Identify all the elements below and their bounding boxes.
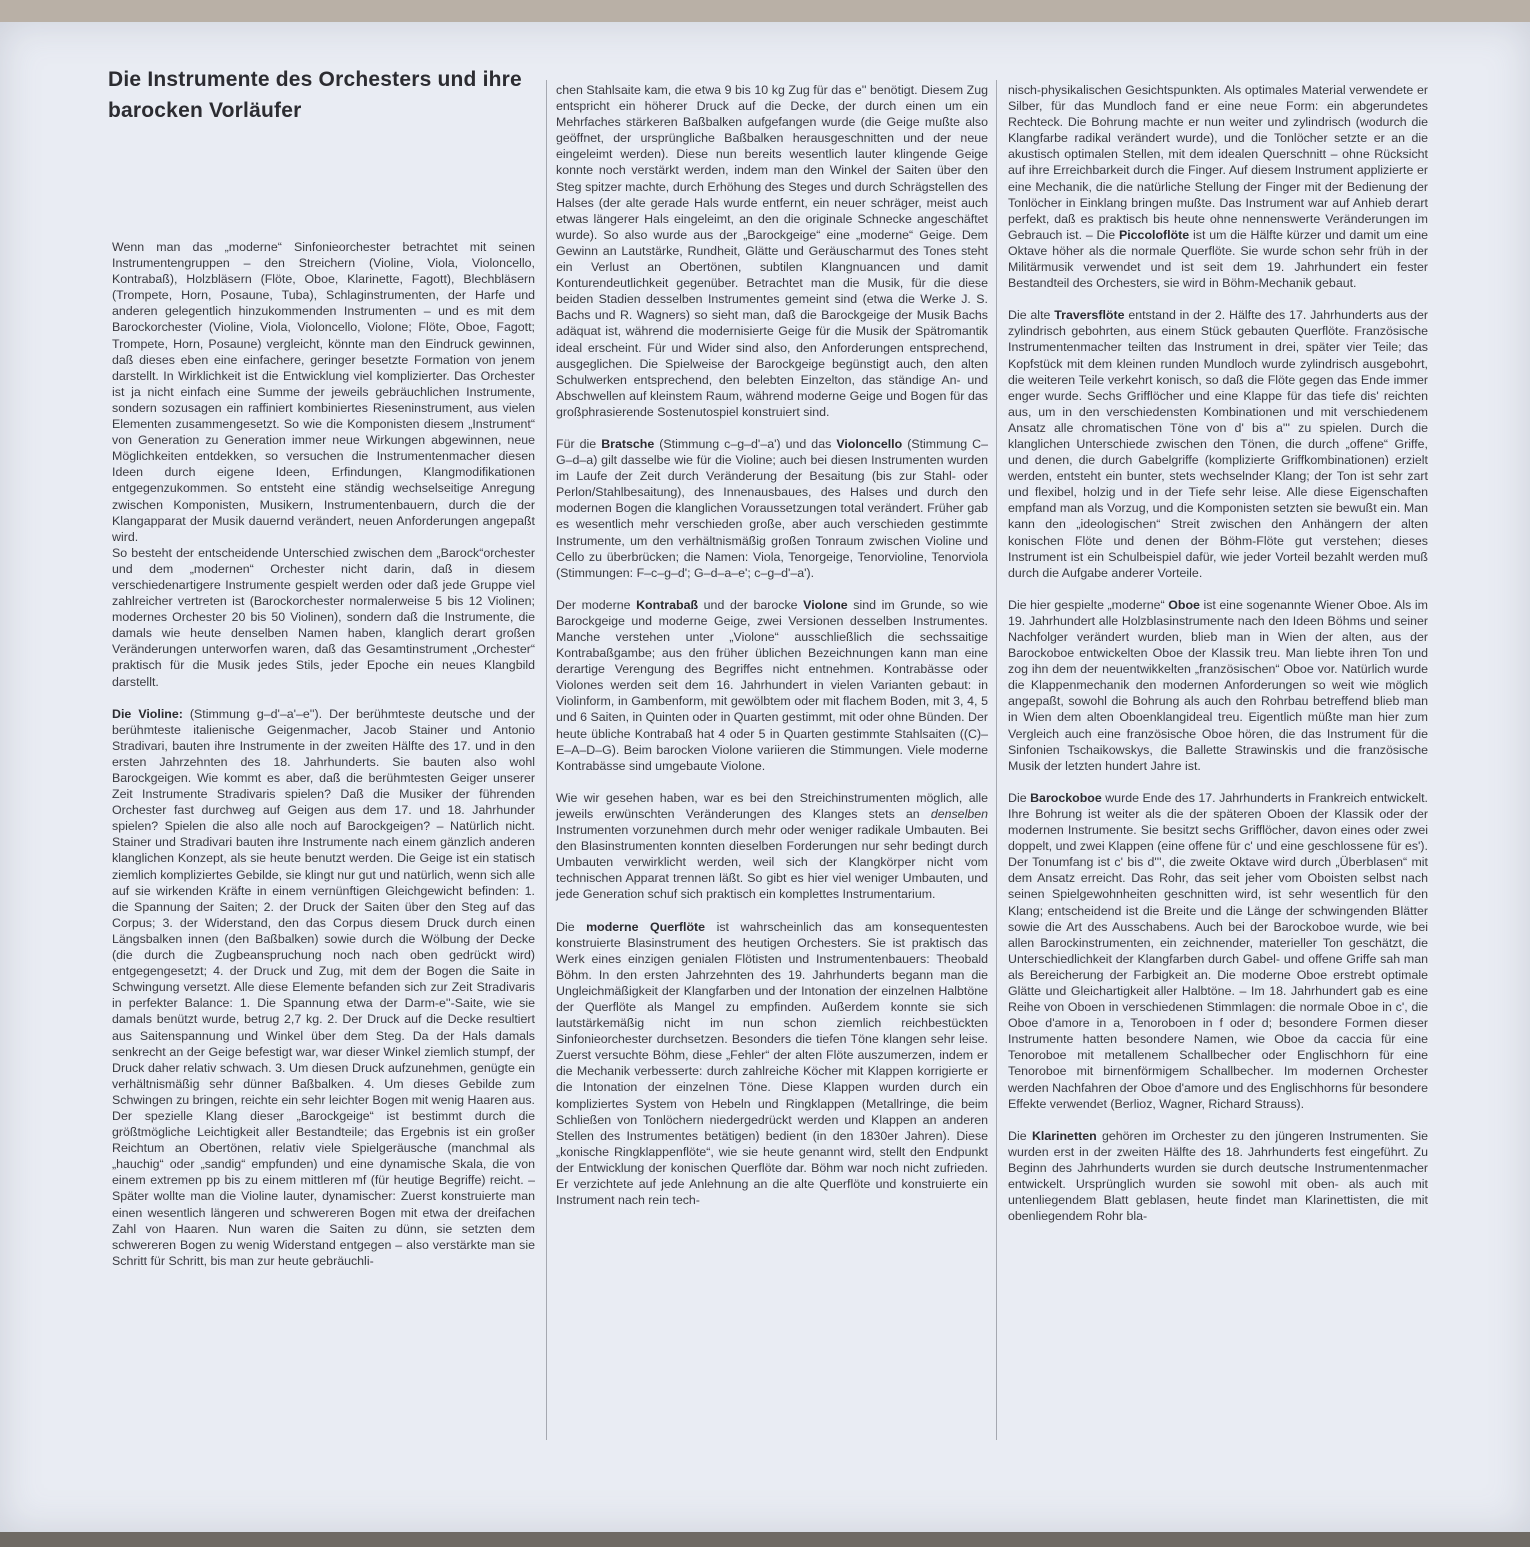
text-run: Für die — [556, 436, 602, 451]
photo-background-bottom — [0, 1532, 1530, 1547]
text-run: Die hier gespielte „moderne“ — [1008, 597, 1169, 612]
term-barockoboe: Barockoboe — [1030, 790, 1102, 805]
paragraph-boehm-floete — [1008, 82, 1428, 291]
term-traversfloete: Traversflöte — [1054, 308, 1125, 323]
text-column-1 — [112, 239, 535, 1269]
text-column-3 — [1008, 82, 1428, 1224]
text-run: Die alte — [1008, 308, 1055, 323]
paragraph-klarinetten — [1008, 1128, 1428, 1225]
term-violone: Violone — [803, 597, 848, 612]
text-run: Wie wir gesehen haben, war es bei den Streichinstrumenten möglich, alle jeweils erwünschten Veränderungen des Klanges stets an — [556, 790, 988, 821]
text-run: (Stimmung C–G–d–a) gilt dasselbe wie für die Violine; auch bei diesen Instrumenten wurden im Laufe der Zeit durch Veränderung der Besaitung (bis zur Stahl- oder Perlon/Stahlbesaitung), des Innenausbaues, des Halses und durch den modernen Bogen die klanglichen Voraussetzungen total verändert. Früher gab es wesentlich mehr verschieden große, aber auch verschieden gestimmte Instrumente, um den verhältnismäßig großen Tonraum zwischen Violine und Cello zu überbrücken; die Namen: Viola, Tenorgeige, Tenorvioline, Tenorviola (Stimmungen: F–c–g–d'; G–d–a–e'; c–g–d'–a'). — [556, 436, 988, 580]
term-moderne-querfloete: moderne Querflöte — [586, 919, 706, 934]
text-run: ist wahrscheinlich das am konsequentesten konstruierte Blasinstrument des heutigen Orchesters. Sie ist praktisch das Werk eines einzigen genialen Flötisten und Instrumentenbauers: Theobald Böhm. In den ersten Jahrzehnten des 19. Jahrhunderts begann man die Ungleichmäßigkeit der Klangfarben und der Intonation der einzelnen Halbtöne der Querflöte als Mangel zu empfinden. Außerdem konnte sie sich lautstärkemäßig nicht im nun schon ziemlich reichbestückten Sinfonieorchester durchsetzen. Besonders die tiefen Töne klangen sehr leise. Zuerst versuchte Böhm, diese „Fehler“ der alten Flöte auszumerzen, indem er die Mechanik verbesserte: durch zahlreiche Köcher mit Klappen korrigierte er die Intonation der einzelnen Töne. Diese Klappen wurden durch ein kompliziertes System von Hebeln und Ringklappen (Metallringe, die beim Schließen von Tonlöchern niedergedrückt werden und Klappen an anderen Stellen des Instrumentes betätigen) bedient (in den 1830er Jahren). Diese „konische Ringklappenflöte“, wie sie heute genannt wird, stellt den Endpunkt der Entwicklung der konischen Querflöte dar. Böhm war noch nicht zufrieden. Er verzichtete auf jede Anlehnung an die alte Querflöte und konstruierte ein Instrument nach rein tech- — [556, 919, 988, 1208]
text-run: ist um die Hälfte kürzer und damit um eine Oktave höher als die normale Querflöte. Sie wurde schon sehr früh in der Militärmusik verwendet und ist seit dem 19. Jahrhundert ein fester Bestandteil des Orchesters, sie wird in Böhm-Mechanik gebaut. — [1008, 227, 1428, 291]
paragraph-bratsche — [556, 436, 988, 581]
paragraph-kontrabass — [556, 597, 988, 774]
text-run: (Stimmung c–g–d'–a') und das — [654, 436, 837, 451]
text-run: ist eine sogenannte Wiener Oboe. Als im 19. Jahrhundert alle Holzblasinstrumente nach den Ideen Böhms und seiner Nachfolger verändert wurden, blieb man in Wien der alten, aus der Barockoboe entwickelten Oboe der Klassik treu. Man liebte ihren Ton und zog ihn dem der neuentwikkelten „französischen“ Oboe vor. Natürlich wurde die Klappenmechanik den modernen Anforderungen so weit wie möglich angepaßt, sowohl die Bohrung als auch den Rohrbau betreffend blieb man in Wien dem alten Oboenklangideal treu. Eigentlich müßte man hier zum Vergleich auch eine französische Oboe hören, die das Instrument für die Sinfonien Tschaikowskys, die Ballette Strawinskis und die französische Musik der letzten hundert Jahre ist. — [1008, 597, 1428, 773]
text-run: entstand in der 2. Hälfte des 17. Jahrhunderts aus der zylindrisch gebohrten, aus einem Stück gebauten Querflöte. Französische Instrumentenmacher teilten das Instrument in drei, später vier Teile; das Kopfstück mit dem kleinen runden Mundloch wurde zylindrisch ausgebohrt, die weiteren Teile verkehrt konisch, so daß die Flöte gegen das Ende immer enger wurde. Sechs Grifflöcher und eine Klappe für das tiefe dis' reichten aus, um in den verschiedensten Kombinationen und mit verschiedenem Ansatz alle chromatischen Töne von d' bis a''' zu spielen. Durch die klanglichen Unterschiede zwischen den Tönen, die durch „offene“ Griffe, und denen, die durch Gabelgriffe (komplizierte Griffkombinationen) erzielt werden, entsteht ein bunter, stets wechselnder Klang; der Ton ist sehr zart und flexibel, holzig und in der Tiefe sehr leise. Alle diese Eigenschaften empfand man als Vorzug, und die Komponisten setzten sie bewußt ein. Man kann den „ideologischen“ Streit zwischen den Anhängern der alten konischen Flöte und denen der Böhm-Flöte gut verstehen; dieses Instrument ist ein Schulbeispiel dafür, wie jeder Vorteil bezahlt werden muß durch die Aufgabe anderer Vorteile. — [1008, 308, 1428, 580]
text-run: nisch-physikalischen Gesichtspunkten. Als optimales Material verwendete er Silber, für das Mundloch fand er eine neue Form: ein abgerundetes Rechteck. Die Bohrung machte er nun weiter und zylindrisch (wodurch die Klangfarbe radikal verändert wurde), und die Tonlöcher setzte er an die akustisch optimalen Stellen, mit dem idealen Querschnitt – ohne Rücksicht auf ihre Erreichbarkeit durch die Finger. Auf diesem Instrument applizierte er eine Mechanik, die die natürliche Stellung der Finger mit der Bedienung der Tonlöcher in Einklang bringen mußte. Das Instrument war auf Anhieb derart perfekt, daß es praktisch bis heute ohne nennenswerte Veränderungen im Gebrauch ist. – Die — [1008, 83, 1428, 242]
text-run: Die — [1008, 790, 1031, 805]
photo-background-top — [0, 0, 1530, 22]
paragraph-intro: Wenn man das „moderne“ Sinfonieorchester betrachtet mit seinen Instrumentengruppen – den Streichern (Violine, Viola, Violoncello, Kontrabaß), Holzbläsern (Flöte, Oboe, Klarinette, Fagott), Blechbläsern (Trompete, Horn, Posaune, Tuba), Schlaginstrumenten, der Harfe und anderen gelegentlich hinzukommenden Instrumenten – und es mit dem Barockorchester (Violine, Viola, Violoncello, Violone; Flöte, Oboe, Fagott; Trompete, Horn, Posaune) vergleicht, könnte man den Eindruck gewinnen, daß dieses eben eine einfachere, geringer besetzte Formation von jenem darstellt. In Wirklichkeit ist die Entwicklung viel komplizierter. Das Orchester ist ja nicht einfach eine Summe der jeweils gebräuchlichen Instrumente, sondern sozusagen ein raffiniert kombiniertes Rieseninstrument, aus vielen Elementen zusammengesetzt. So wie die Komponisten diesem „Instrument“ von Generation zu Generation immer neue Wirkungen abgewinnen, neue Möglichkeiten entdekken, so versuchen die Instrumentenmacher diesen Ideen durch eigene Ideen, Erfindungen, Klangmodifikationen entgegenzukommen. So entsteht eine ständig wechselseitige Anregung zwischen Komponisten, Musikern, Instrumentenbauern, durch die der Klangapparat der Musik dauernd verändert, neuen Anforderungen angepaßt wird. — [112, 240, 535, 544]
term-violoncello: Violoncello — [836, 436, 903, 451]
text-run: Instrumenten vorzunehmen durch mehr oder weniger radikale Umbauten. Bei den Blasinstrumenten konnten dieselben Forderungen nur sehr bedingt durch Umbauten verwirklicht werden, weil sich der Klangkörper nicht vom technischen Apparat trennen läßt. So gibt es hier viel weniger Umbauten, und jede Generation schuf sich praktisch ein komplettes Instrumentarium. — [556, 823, 988, 902]
text-run: Die — [556, 919, 587, 934]
paragraph-oboe — [1008, 597, 1428, 774]
text-run: Der moderne — [556, 597, 637, 612]
paragraph-stahlsaite: chen Stahlsaite kam, die etwa 9 bis 10 kg Zug für das e'' benötigt. Diesem Zug entspricht ein höherer Druck auf die Decke, der durch einen um ein Mehrfaches stärkeren Baßbalken aufgefangen wurde (die Geige mußte also geöffnet, der ursprüngliche Baßbalken herausgeschnitten und der neue eingeleimt werden). Diese nun bereits wesentlich lauter klingende Geige konnte noch verstärkt werden, indem man den Winkel der Saiten über den Steg spitzer machte, durch Erhöhung des Steges und durch Schrägstellen des Halses (der alte gerade Hals wurde entfernt, ein neuer schräger, meist auch etwas längerer Hals eingeleimt, an den die originale Schnecke angeschäftet wurde). So also wurde aus der „Barockgeige“ eine „moderne“ Geige. Dem Gewinn an Lautstärke, Rundheit, Glätte und Geräuscharmut des Tones steht ein Verlust an Obertönen, subtilen Klangnuancen und damit Konturendeutlichkeit gegenüber. Betrachtet man die Musik, für die diese beiden Stadien desselben Instrumentes gemeint sind (etwa die Werke J. S. Bachs und R. Wagners) so sieht man, daß die Barockgeige der Musik Bachs adäquat ist, während die modernisierte Geige für die Musik der Spätromantik ideal erscheint. Für und Wider sind also, den Anforderungen entsprechend, ausgeglichen. Die Spielweise der Barockgeige begünstigt auch, den alten Schulwerken entsprechend, den belebten Einzelton, das ständige An- und Abschwellen auf kleinstem Raum, während moderne Geige und Bogen für das großphrasierende Sostenutospiel konstruiert sind. — [556, 83, 988, 419]
term-bratsche: Bratsche — [601, 436, 655, 451]
heading-violine: Die Violine: — [112, 706, 183, 721]
text-run: Die — [1008, 1128, 1032, 1143]
term-oboe: Oboe — [1168, 597, 1200, 612]
column-divider-2 — [996, 80, 997, 1440]
text-run: sind im Grunde, so wie Barockgeige und moderne Geige, zwei Versionen desselben Instrumentes. Manche verstehen unter „Violone“ ausschließlich die sechssaitige Kontrabaßgambe; aus den früher üblichen Bezeichnungen kann man eine derartige Verengung des Begriffes nicht entnehmen. Kontrabässe oder Violones werden seit dem 16. Jahrhundert in vielen Varianten gebaut: in Violinform, in Gambenform, mit gewölbtem oder mit flachem Boden, mit 3, 4, 5 und 6 Saiten, in Quinten oder in Quarten gestimmt, mit oder ohne Bünden. Der heute übliche Kontrabaß hat 4 oder 5 in Quarten gestimmte Stahlsaiten ((C)–E–A–D–G). Beim barocken Violone variieren die Stimmungen. Viele moderne Kontrabässe sind umgebaute Violone. — [556, 597, 989, 773]
text-column-2 — [556, 82, 988, 1208]
page-title: Die Instrumente des Orchesters und ihre barocken Vorläufer — [108, 68, 522, 122]
column-divider-1 — [546, 80, 547, 1440]
text-run: gehören im Orchester zu den jüngeren Instrumenten. Sie wurden erst in der zweiten Hälfte des 18. Jahrhunderts fest eingeführt. Zu Beginn des Jahrhunderts wurden sie durch deutsche Instrumentenmacher entwickelt. Ursprünglich wurden sie sowohl mit oben- als auch mit untenliegendem Blatt geblasen, heute findet man Klarinettisten, die mit obenliegendem Rohr bla- — [1008, 1128, 1428, 1224]
violine-text: (Stimmung g–d'–a'–e''). Der berühmteste deutsche und der berühmteste italienische Geigenmacher, Jacob Stainer und Antonio Stradivari, bauten ihre Instrumente in der zweiten Hälfte des 17. und in den ersten Jahrzehnten des 18. Jahrhunderts. Sie bauten also wohl Barockgeigen. Wie kommt es aber, daß die berühmtesten Geiger unserer Zeit Instrumente Stradivaris spielen? Daß die Musiker der führenden Orchester fast durchweg auf Geigen aus dem 17. und 18. Jahrhunder spielen? Spielen die also alle noch auf Barockgeigen? – Natürlich nicht. Stainer und Stradivari bauten ihre Instrumente nach einem gänzlich anderen klanglichen Konzept, als sie heute benutzt werden. Die Geige ist ein statisch ziemlich kompliziertes Gebilde, sie klingt nur gut und natürlich, wenn sich alle auf sie wirkenden Kräfte in einem vernünftigen Gleichgewicht befinden: 1. die Spannung der Saiten; 2. der Druck der Saiten über den Steg auf das Corpus; 3. der Widerstand, den das Corpus diesem Druck durch einen Längsbalken innen (den Baßbalken) sowie durch die Wölbung der Decke (die durch die Zugbeanspruchung noch nach oben gedrückt wird) entgegengesetzt; 4. der Druck und Zug, mit dem der Bogen die Saite in Schwingung versetzt. Alle diese Elemente befanden sich zur Zeit Stradivaris in perfekter Balance: 1. Die Spannung etwa der Darm-e''-Saite, wie sie damals benützt wurde, betrug 2,7 kg. 2. Der Druck auf die Decke resultiert aus Saitenspannung und Winkel über dem Steg. Da der Hals damals senkrecht an der Geige befestigt war, war dieser Winkel ziemlich stumpf, der Druck daher relativ schwach. 3. Um diesen Druck aufzunehmen, genügte ein verhältnismäßig sehr dünner Baßbalken. 4. Um dieses Gebilde zum Schwingen zu bringen, reichte ein sehr leichter Bogen mit wenig Haaren aus. Der spezielle Klang dieser „Barockgeige“ ist bestimmt durch die größtmögliche Leichtigkeit aller Bestandteile; das Ergebnis ist ein großer Reichtum an Obertönen, relativ viele Spielgeräusche (manchmal als „hauchig“ oder „sandig“ empfunden) und eine dynamische Skala, die von einem extremen pp bis zu einem mittleren mf (für heutige Begriffe) reicht. – Später wollte man die Violine lauter, dynamischer: Zuerst konstruierte man einen wesentlich längeren und schwereren Bogen mit etwa der dreifachen Zahl von Haaren. Nun waren die Saiten zu dünn, sie setzten dem schwereren Bogen zu wenig Widerstand entgegen – also verstärkte man sie Schritt für Schritt, bis man zur heute gebräuchli- — [112, 706, 535, 1268]
emphasis-denselben: denselben — [930, 806, 988, 821]
term-kontrabass: Kontrabaß — [636, 597, 699, 612]
term-piccolofloete: Piccoloflöte — [1118, 227, 1190, 242]
text-run: wurde Ende des 17. Jahrhunderts in Frankreich entwickelt. Ihre Bohrung ist weiter als die der späteren Oboen der Klassik oder der modernen Instrumente. Sie besitzt sechs Grifflöcher, davon eines oder zwei doppelt, und zwei Klappen (eine offene für c' und eine geschlossene für es'). Der Tonumfang ist c' bis d''', die zweite Oktave wird durch „Überblasen“ mit dem Ansatz erreicht. Das Rohr, das seit jeher vom Oboisten selbst nach seinen Spielgewohnheiten geschnitten wird, ist sehr wesentlich für den Klang; entscheidend ist die Breite und die Länge der schwingenden Blätter sowie die Art des Ausschabens. Auch bei der Barockoboe wurde, wie bei allen Barockinstrumenten, ein zeichnender, materieller Ton geschätzt, die Unterschiedlichkeit der Klangfarben durch Gabel- und offene Griffe sah man als Bereicherung der Farbigkeit an. Die moderne Oboe erstrebt optimale Glätte und Gleichartigkeit aller Halbtöne. – Im 18. Jahrhundert gab es eine Reihe von Oboen in verschiedenen Stimmlagen: die normale Oboe in c', die Oboe d'amore in a, Tenoroboen in f oder d; besondere Formen dieser Instrumente hatten besondere Namen, wie Oboe da caccia für eine Tenoroboe mit metallenem Schallbecher oder Englischhorn für eine Tenoroboe mit birnenförmigem Schallbecher. Im modernen Orchester werden Nachfahren der Oboe d'amore und des Englischhorns für besondere Effekte verwendet (Berlioz, Wagner, Richard Strauss). — [1008, 790, 1428, 1111]
term-klarinetten: Klarinetten — [1031, 1128, 1097, 1143]
paragraph-blasinstrumente — [556, 790, 988, 903]
paragraph-barockoboe — [1008, 790, 1428, 1112]
text-run: und der barocke — [698, 597, 804, 612]
paragraph-querfloete — [556, 919, 988, 1209]
paragraph-violine — [112, 706, 535, 1269]
paragraph-orchestra-difference: So besteht der entscheidende Unterschied zwischen dem „Barock“orchester und dem „modernen“ Orchester nicht darin, daß in diesem verschiedenartigere Instrumente gespielt werden oder daß jede Gruppe viel zahlreicher vertreten ist (Barockorchester normalerweise 5 bis 12 Violinen; modernes Orchester 20 bis 50 Violinen), sondern daß die Instrumente, die damals wie heute denselben Namen haben, klanglich derart großen Veränderungen unterworfen waren, daß das Gesamtinstrument „Orchester“ praktisch für die Musik jedes Stils, jeder Epoche ein neues Klangbild darstellt. — [112, 545, 535, 689]
paragraph-traversfloete — [1008, 307, 1428, 581]
